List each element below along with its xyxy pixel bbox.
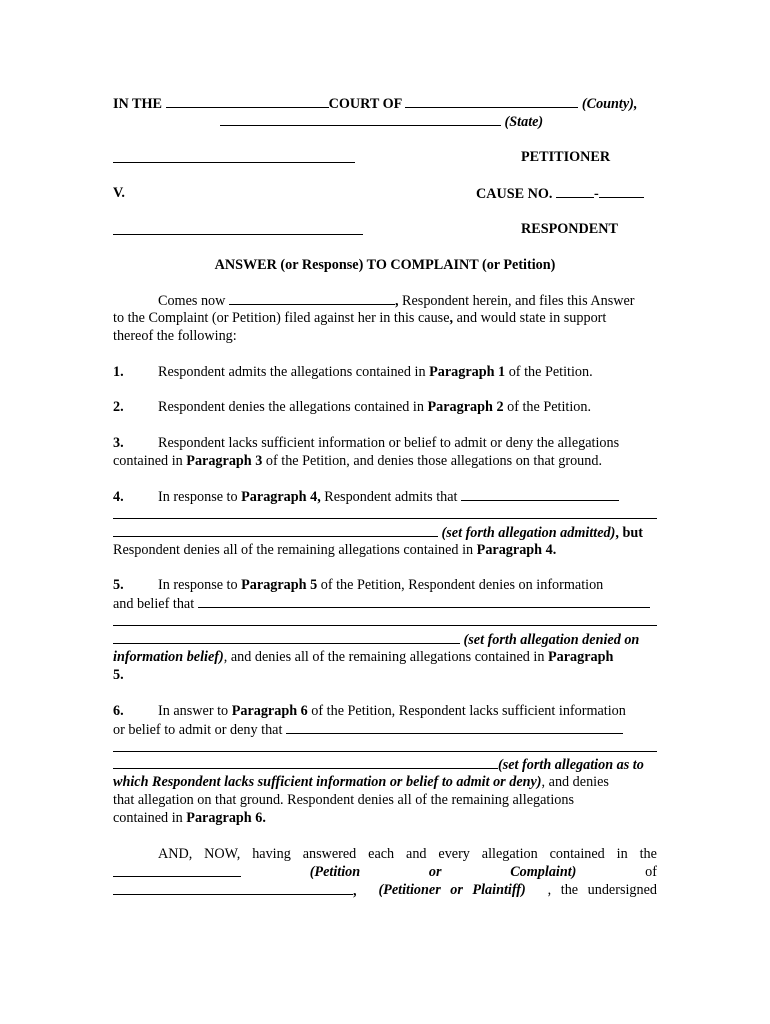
paragraph-2-text-a: Respondent denies the allegations contained in	[158, 399, 428, 415]
intro-rest: Respondent herein, and files this Answer	[398, 293, 635, 309]
paragraph-5-line-4	[113, 630, 657, 649]
paragraph-1-number: 1.	[113, 364, 124, 380]
paragraph-5-text-b: of the Petition, Respondent denies on information	[317, 577, 604, 593]
closing-word: AND,	[158, 846, 193, 862]
closing-comma: ,	[353, 883, 357, 899]
paragraph-6-line-7	[113, 809, 657, 827]
caption-state-line	[220, 112, 657, 131]
paragraph-6-note-1: (set forth allegation as to	[498, 757, 644, 773]
intro-line-1	[113, 291, 657, 310]
closing-line-2	[113, 863, 657, 881]
paragraph-3-line-1	[113, 434, 657, 452]
closing-word: every	[438, 846, 470, 862]
paragraph-4-l3a: Respondent denies all of the remaining allegations contained in	[113, 542, 477, 558]
paragraph-5-line-1	[113, 576, 657, 594]
cause-number-line	[476, 184, 644, 203]
paragraph-5-ref2: Paragraph	[548, 649, 614, 665]
intro-line-3: thereof the following:	[113, 328, 237, 344]
cause-dash: -	[594, 186, 599, 202]
paragraph-3-l2a: contained in	[113, 453, 187, 469]
paragraph-6-line-4	[113, 755, 657, 774]
closing-word: answered	[302, 846, 357, 862]
closing-word: allegation	[481, 846, 538, 862]
paragraph-6-blank-3[interactable]	[113, 755, 498, 769]
caption-county: (County),	[581, 96, 638, 112]
paragraph-5-note-2: information belief)	[113, 649, 224, 665]
paragraph-6-line-6: that allegation on that ground. Respondent denies all of the remaining allegations	[113, 792, 574, 808]
closing-of: of	[645, 864, 657, 880]
paragraph-5-ref: Paragraph 5	[241, 577, 318, 593]
paragraph-1-ref: Paragraph 1	[429, 364, 506, 380]
intro-line-2b: and would state in support	[453, 310, 607, 326]
intro-comma: ,	[394, 293, 399, 309]
county-blank[interactable]	[405, 94, 578, 108]
paragraph-2	[113, 398, 657, 416]
intro-line-2-comma: ,	[449, 310, 454, 326]
paragraph-6-line-2	[113, 720, 657, 739]
paragraph-5-ref3: 5.	[113, 667, 124, 683]
paragraph-4-line-3	[113, 523, 657, 542]
pleading-type-blank[interactable]	[113, 863, 241, 877]
paragraph-3-line-2	[113, 452, 657, 470]
intro-line-2a: to the Complaint (or Petition) filed against her in this cause	[113, 310, 450, 326]
paragraph-6-line-1	[113, 702, 657, 720]
closing-line-1	[158, 845, 657, 863]
document-title: ANSWER (or Response) TO COMPLAINT (or Petition)	[214, 257, 556, 273]
paragraph-2-number: 2.	[113, 399, 124, 415]
paragraph-4-text-a: In response to	[158, 489, 242, 505]
paragraph-4-ref: Paragraph 4,	[241, 489, 321, 505]
paragraph-5-l4b: , and denies all of the remaining allegations contained in	[223, 649, 548, 665]
paragraph-2-ref: Paragraph 2	[427, 399, 504, 415]
paragraph-1-text-a: Respondent admits the allegations contained in	[158, 364, 430, 380]
cause-no-label: CAUSE NO.	[476, 186, 553, 202]
closing-undersigned: , the undersigned	[547, 882, 657, 898]
court-name-blank[interactable]	[166, 94, 329, 108]
versus-label: V.	[113, 185, 125, 201]
paragraph-6-blank-2[interactable]	[113, 751, 657, 752]
closing-word: the	[639, 846, 657, 862]
paragraph-5-denied-blank-3[interactable]	[113, 630, 460, 644]
closing-word: having	[252, 846, 291, 862]
respondent-label: RESPONDENT	[521, 221, 618, 237]
caption-state: (State)	[504, 114, 544, 130]
respondent-name-blank[interactable]	[113, 234, 363, 235]
paragraph-5-text-a: In response to	[158, 577, 242, 593]
paragraph-4-note-after: , but	[615, 525, 643, 541]
paragraph-6-blank-1[interactable]	[286, 720, 623, 734]
paragraph-4-ref2: Paragraph 4.	[476, 542, 557, 558]
paragraph-1-text-b: of the Petition.	[505, 364, 593, 380]
closing-petition: (Petition	[309, 864, 361, 880]
comes-now-text: Comes now	[158, 293, 226, 309]
paragraph-6-number: 6.	[113, 703, 124, 719]
paragraph-5-note-1: (set forth allegation denied on	[463, 632, 640, 648]
state-blank[interactable]	[220, 112, 501, 126]
party-name-blank[interactable]	[113, 881, 353, 895]
paragraph-2-text-b: of the Petition.	[503, 399, 592, 415]
respondent-name-intro-blank[interactable]	[229, 291, 395, 305]
closing-word: and	[406, 846, 427, 862]
paragraph-1	[113, 363, 657, 381]
paragraph-5-denied-blank-2[interactable]	[113, 625, 657, 626]
paragraph-3-l2b: of the Petition, and denies those allegations on that ground.	[262, 453, 602, 469]
paragraph-6-note-2: which Respondent lacks sufficient information or belief to admit or deny)	[113, 774, 542, 790]
paragraph-4-admitted-blank-1[interactable]	[461, 487, 619, 501]
closing-word: each	[368, 846, 395, 862]
cause-number-part1-blank[interactable]	[556, 184, 594, 198]
cause-number-part2-blank[interactable]	[599, 184, 644, 198]
paragraph-6-line-5	[113, 773, 657, 791]
paragraph-6-ref2: Paragraph 6.	[186, 810, 266, 826]
paragraph-4-number: 4.	[113, 489, 124, 505]
paragraph-6-ref: Paragraph 6	[231, 703, 308, 719]
paragraph-5-l2: and belief that	[113, 596, 198, 612]
paragraph-6-text-b: of the Petition, Respondent lacks sufficient information	[307, 703, 626, 719]
paragraph-4-note: (set forth allegation admitted)	[441, 525, 616, 541]
paragraph-3-ref: Paragraph 3	[186, 453, 263, 469]
paragraph-4-line-4	[113, 541, 657, 559]
paragraph-3-number: 3.	[113, 435, 124, 451]
closing-word: NOW,	[204, 846, 241, 862]
paragraph-3-text: Respondent lacks sufficient information or belief to admit or deny the allegations	[158, 435, 620, 451]
petitioner-name-blank[interactable]	[113, 162, 355, 163]
paragraph-5-line-2	[113, 594, 657, 613]
paragraph-6-l6a: contained in	[113, 810, 187, 826]
paragraph-6-text-a: In answer to	[158, 703, 232, 719]
closing-word: contained	[549, 846, 605, 862]
caption-in-the: IN THE	[113, 96, 163, 112]
closing-word: in	[616, 846, 628, 862]
paragraph-4-admitted-blank-3[interactable]	[113, 523, 438, 537]
paragraph-6-l2: or belief to admit or deny that	[113, 722, 286, 738]
caption-court-of: COURT OF	[328, 96, 402, 112]
paragraph-5-denied-blank-1[interactable]	[198, 594, 650, 608]
intro-line-2	[113, 309, 657, 327]
paragraph-6-l4b: , and denies	[541, 774, 609, 790]
paragraph-5-number: 5.	[113, 577, 124, 593]
paragraph-4-text-b: Respondent admits that	[320, 489, 462, 505]
caption-court-line	[113, 94, 657, 113]
paragraph-4-admitted-blank-2[interactable]	[113, 518, 657, 519]
closing-or: or	[428, 864, 442, 880]
closing-complaint: Complaint)	[510, 864, 577, 880]
closing-line-3	[113, 881, 657, 900]
paragraph-5-line-5	[113, 648, 657, 666]
closing-petitioner-or-plaintiff: (Petitioner or Plaintiff)	[378, 882, 526, 898]
petitioner-label: PETITIONER	[521, 149, 611, 165]
paragraph-4-line-1	[113, 487, 657, 506]
